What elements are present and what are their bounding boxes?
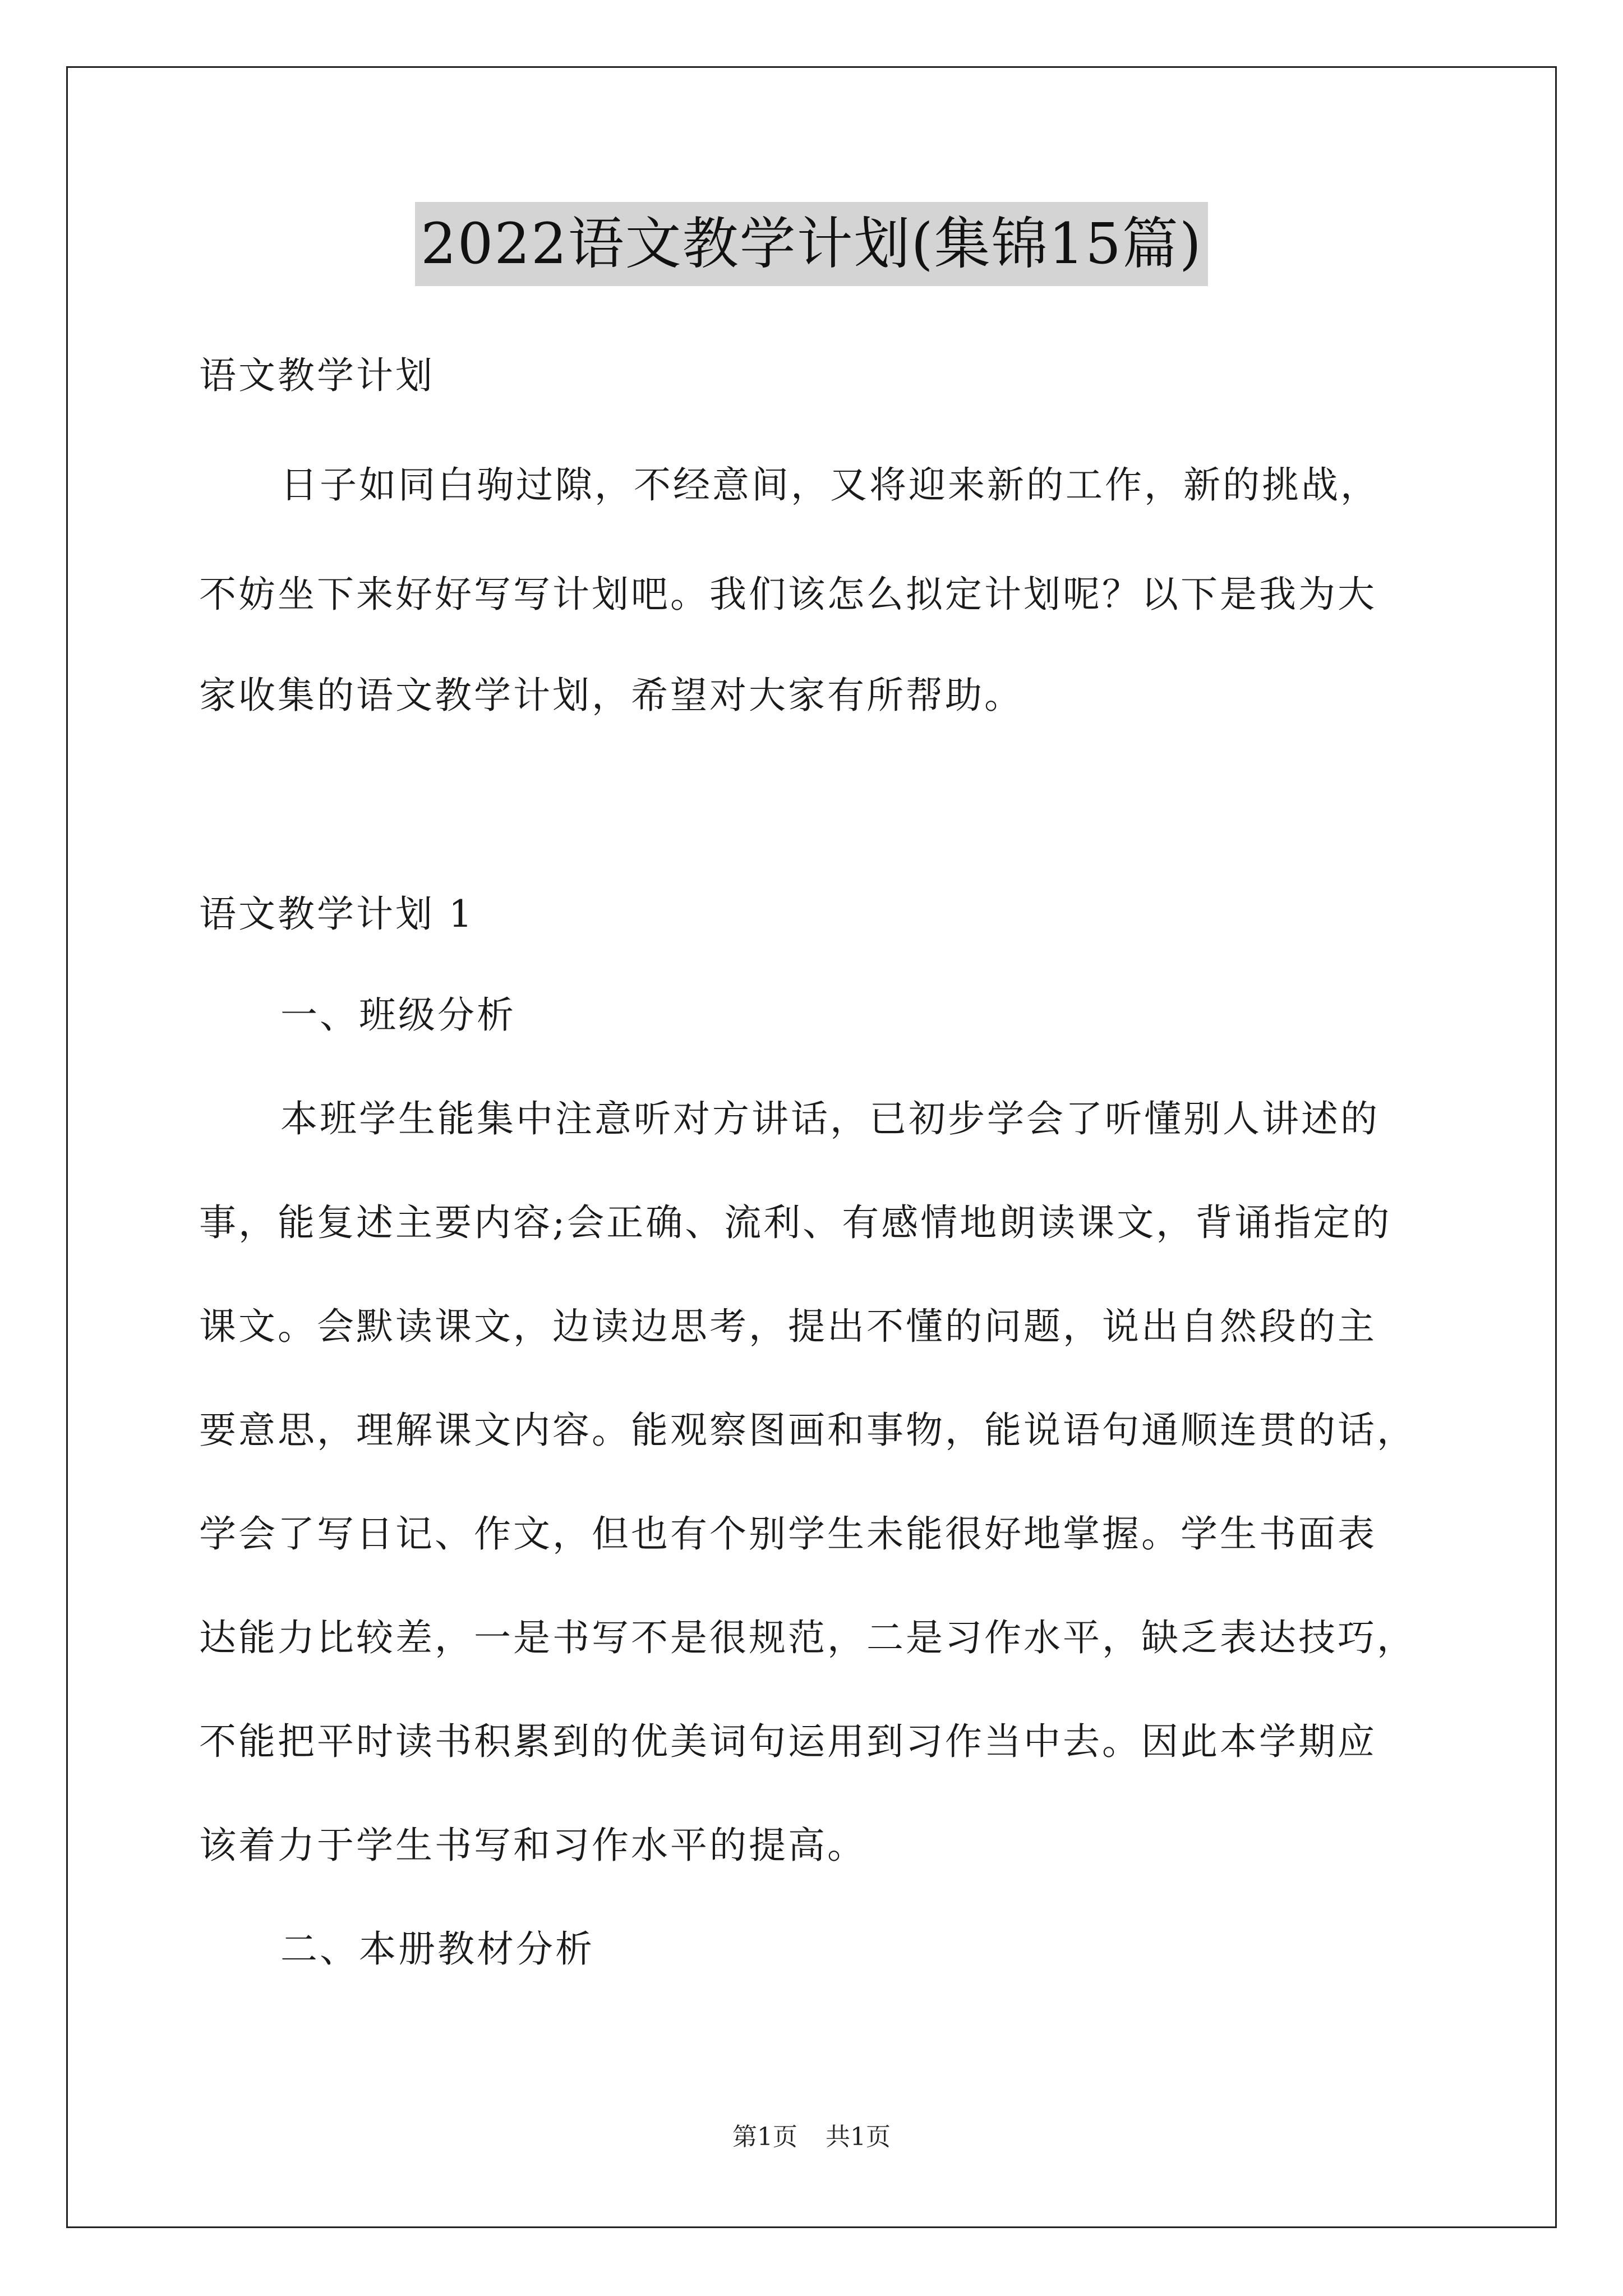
page-footer <box>0 2120 1623 2154</box>
page-number: 第1页 <box>732 2123 797 2151</box>
paragraph-line: 不能把平时读书积累到的优美词句运用到习作当中去。因此本学期应 <box>199 1720 1377 1763</box>
paragraph-line: 达能力比较差，一是书写不是很规范，二是习作水平，缺乏表达技巧， <box>199 1616 1416 1659</box>
paragraph-line: 日子如同白驹过隙，不经意间，又将迎来新的工作，新的挑战， <box>280 463 1380 507</box>
title-container <box>0 202 1623 286</box>
paragraph-line: 该着力于学生书写和习作水平的提高。 <box>199 1824 866 1867</box>
paragraph-line: 家收集的语文教学计划，希望对大家有所帮助。 <box>199 674 1023 717</box>
paragraph-line: 课文。会默读课文，边读边思考，提出不懂的问题，说出自然段的主 <box>199 1305 1377 1348</box>
section-heading: 语文教学计划 1 <box>199 892 474 936</box>
subsection-heading: 一、班级分析 <box>280 993 516 1037</box>
subsection-heading: 二、本册教材分析 <box>280 1927 594 1971</box>
document-title: 2022语文教学计划(集锦15篇) <box>415 202 1208 286</box>
paragraph-line: 事，能复述主要内容;会正确、流利、有感情地朗读课文，背诵指定的 <box>199 1201 1392 1244</box>
page-total: 共1页 <box>826 2123 891 2151</box>
section-heading: 语文教学计划 <box>199 354 435 397</box>
paragraph-line: 要意思，理解课文内容。能观察图画和事物，能说语句通顺连贯的话， <box>199 1409 1416 1452</box>
paragraph-line: 本班学生能集中注意听对方讲话，已初步学会了听懂别人讲述的 <box>280 1097 1380 1140</box>
paragraph-line: 不妨坐下来好好写写计划吧。我们该怎么拟定计划呢？以下是我为大 <box>199 573 1377 616</box>
paragraph-line: 学会了写日记、作文，但也有个别学生未能很好地掌握。学生书面表 <box>199 1512 1377 1556</box>
